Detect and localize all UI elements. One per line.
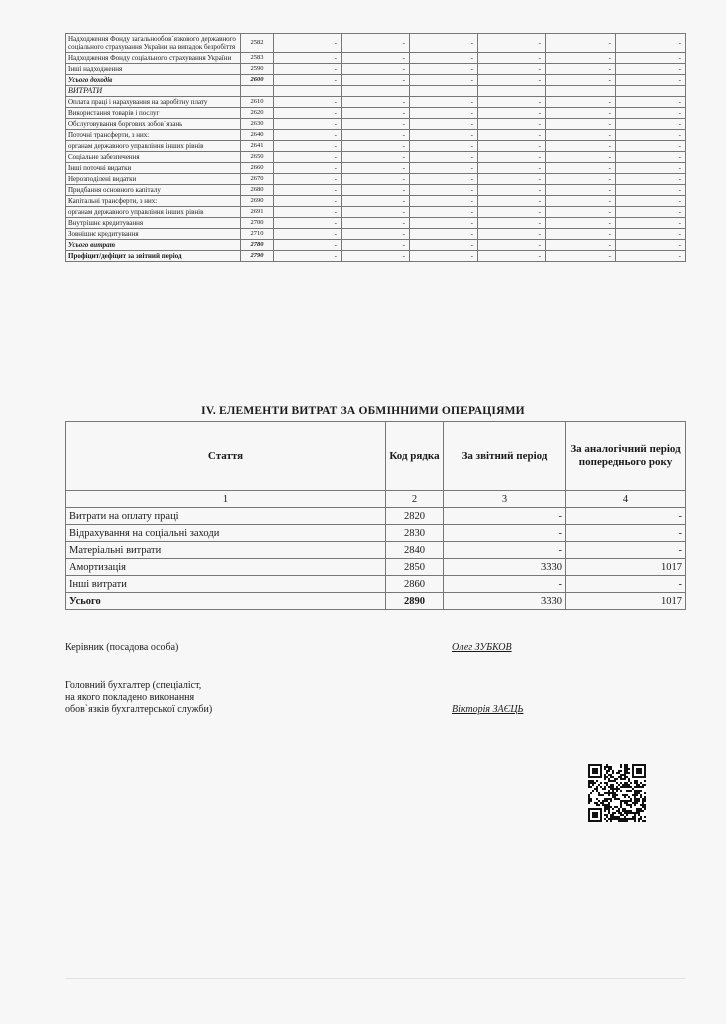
row-label: Витрати на оплату праці bbox=[66, 508, 386, 525]
row-value: - bbox=[342, 53, 410, 64]
row-code: 2691 bbox=[241, 207, 274, 218]
previous-value: 1017 bbox=[566, 593, 686, 610]
table-row bbox=[66, 34, 686, 53]
row-value: - bbox=[274, 174, 342, 185]
row-value: - bbox=[274, 251, 342, 262]
row-label: Нерозподілені видатки bbox=[66, 174, 241, 185]
row-value: - bbox=[616, 196, 686, 207]
row-value: - bbox=[616, 174, 686, 185]
row-code: 2610 bbox=[241, 97, 274, 108]
row-value bbox=[546, 86, 616, 97]
row-value: - bbox=[410, 152, 478, 163]
table-row bbox=[66, 229, 686, 240]
column-number: 1 bbox=[66, 491, 386, 508]
current-value: - bbox=[444, 508, 566, 525]
row-value: - bbox=[342, 207, 410, 218]
row-value: - bbox=[546, 207, 616, 218]
row-value: - bbox=[410, 97, 478, 108]
row-value: - bbox=[546, 34, 616, 53]
row-value: - bbox=[616, 240, 686, 251]
row-label: Інші поточні видатки bbox=[66, 163, 241, 174]
row-value: - bbox=[478, 218, 546, 229]
row-value: - bbox=[274, 229, 342, 240]
row-value bbox=[616, 86, 686, 97]
row-label: ВИТРАТИ bbox=[66, 86, 241, 97]
row-value: - bbox=[616, 152, 686, 163]
table-row bbox=[66, 508, 686, 525]
row-value: - bbox=[478, 108, 546, 119]
row-value: - bbox=[342, 64, 410, 75]
row-label: Усього bbox=[66, 593, 386, 610]
table-row bbox=[66, 53, 686, 64]
accountant-label-line: на якого покладено виконання bbox=[65, 692, 195, 703]
row-label: Поточні трансферти, з них: bbox=[66, 130, 241, 141]
row-value: - bbox=[342, 75, 410, 86]
row-value: - bbox=[342, 97, 410, 108]
expense-elements-table bbox=[65, 421, 686, 610]
row-value: - bbox=[342, 130, 410, 141]
row-value: - bbox=[616, 251, 686, 262]
row-value: - bbox=[616, 64, 686, 75]
row-value bbox=[478, 86, 546, 97]
accountant-name: Вікторія ЗАЄЦЬ bbox=[452, 704, 524, 715]
row-value: - bbox=[478, 64, 546, 75]
row-label: Надходження Фонду соціального страхування України bbox=[66, 53, 241, 64]
row-value: - bbox=[478, 163, 546, 174]
row-label: Амортизація bbox=[66, 559, 386, 576]
row-code: 2650 bbox=[241, 152, 274, 163]
row-label: органам державного управління інших рівнів bbox=[66, 207, 241, 218]
row-label: Усього витрат bbox=[66, 240, 241, 251]
row-value: - bbox=[274, 34, 342, 53]
row-value: - bbox=[274, 240, 342, 251]
row-label: органам державного управління інших рівнів bbox=[66, 141, 241, 152]
row-code: 2680 bbox=[241, 185, 274, 196]
current-value: 3330 bbox=[444, 559, 566, 576]
row-label: Зовнішнє кредитування bbox=[66, 229, 241, 240]
row-value: - bbox=[274, 185, 342, 196]
row-label: Обслуговування боргових зобов`язань bbox=[66, 119, 241, 130]
table-row bbox=[66, 75, 686, 86]
row-value: - bbox=[478, 119, 546, 130]
row-value: - bbox=[478, 34, 546, 53]
row-value: - bbox=[478, 152, 546, 163]
row-value: - bbox=[546, 152, 616, 163]
row-code: 2840 bbox=[386, 542, 444, 559]
row-value: - bbox=[410, 251, 478, 262]
row-value: - bbox=[478, 141, 546, 152]
head-label: Керівник (посадова особа) bbox=[65, 642, 179, 653]
row-label: Профіцит/дефіцит за звітний період bbox=[66, 251, 241, 262]
row-value: - bbox=[274, 53, 342, 64]
row-value: - bbox=[546, 119, 616, 130]
table-row bbox=[66, 196, 686, 207]
accountant-label-line: обов`язків бухгалтерської служби) bbox=[65, 704, 213, 715]
table-row bbox=[66, 525, 686, 542]
row-code: 2690 bbox=[241, 196, 274, 207]
row-value: - bbox=[410, 75, 478, 86]
row-code: 2850 bbox=[386, 559, 444, 576]
row-value: - bbox=[546, 251, 616, 262]
row-label: Капітальні трансферти, з них: bbox=[66, 196, 241, 207]
row-value: - bbox=[478, 185, 546, 196]
row-value: - bbox=[478, 229, 546, 240]
total-row bbox=[66, 593, 686, 610]
row-value: - bbox=[478, 196, 546, 207]
row-value: - bbox=[410, 196, 478, 207]
row-value: - bbox=[616, 119, 686, 130]
row-code: 2583 bbox=[241, 53, 274, 64]
row-value: - bbox=[410, 240, 478, 251]
column-number-row bbox=[66, 491, 686, 508]
row-value: - bbox=[342, 163, 410, 174]
row-value: - bbox=[342, 174, 410, 185]
row-value: - bbox=[616, 207, 686, 218]
previous-value: 1017 bbox=[566, 559, 686, 576]
row-value bbox=[410, 86, 478, 97]
row-value: - bbox=[546, 141, 616, 152]
row-value: - bbox=[410, 130, 478, 141]
row-value: - bbox=[410, 141, 478, 152]
row-value: - bbox=[274, 218, 342, 229]
row-code: 2641 bbox=[241, 141, 274, 152]
row-value: - bbox=[274, 108, 342, 119]
table-row bbox=[66, 240, 686, 251]
row-value: - bbox=[616, 75, 686, 86]
accountant-label-line: Головний бухгалтер (спеціаліст, bbox=[65, 680, 202, 691]
row-value: - bbox=[342, 218, 410, 229]
footer-divider bbox=[65, 978, 685, 979]
row-value: - bbox=[342, 119, 410, 130]
row-code: 2640 bbox=[241, 130, 274, 141]
row-value: - bbox=[410, 34, 478, 53]
row-value: - bbox=[478, 75, 546, 86]
row-value: - bbox=[616, 163, 686, 174]
table-row bbox=[66, 108, 686, 119]
table-row bbox=[66, 559, 686, 576]
row-code: 2890 bbox=[386, 593, 444, 610]
row-value: - bbox=[410, 174, 478, 185]
row-code: 2630 bbox=[241, 119, 274, 130]
row-code: 2600 bbox=[241, 75, 274, 86]
table-row bbox=[66, 141, 686, 152]
row-value: - bbox=[546, 240, 616, 251]
row-value: - bbox=[616, 130, 686, 141]
row-value: - bbox=[546, 229, 616, 240]
table-row bbox=[66, 97, 686, 108]
row-value: - bbox=[410, 218, 478, 229]
accountant-label bbox=[65, 680, 212, 716]
row-code: 2860 bbox=[386, 576, 444, 593]
row-value: - bbox=[274, 141, 342, 152]
row-value: - bbox=[546, 174, 616, 185]
table-row bbox=[66, 163, 686, 174]
row-value: - bbox=[410, 53, 478, 64]
row-value: - bbox=[546, 196, 616, 207]
header-current: За звітний період bbox=[444, 422, 566, 491]
section-title: IV. ЕЛЕМЕНТИ ВИТРАТ ЗА ОБМІННИМИ ОПЕРАЦІЯМИ bbox=[201, 405, 525, 417]
table-row bbox=[66, 130, 686, 141]
row-value: - bbox=[616, 141, 686, 152]
row-code: 2660 bbox=[241, 163, 274, 174]
row-value: - bbox=[478, 97, 546, 108]
row-value: - bbox=[274, 97, 342, 108]
previous-value: - bbox=[566, 542, 686, 559]
column-number: 3 bbox=[444, 491, 566, 508]
row-value: - bbox=[274, 130, 342, 141]
header-code: Код рядка bbox=[386, 422, 444, 491]
header-previous: За аналогічний період попереднього року bbox=[566, 422, 686, 491]
row-value: - bbox=[342, 141, 410, 152]
row-value: - bbox=[342, 240, 410, 251]
table-row bbox=[66, 185, 686, 196]
row-value: - bbox=[410, 119, 478, 130]
row-value: - bbox=[342, 251, 410, 262]
column-number: 2 bbox=[386, 491, 444, 508]
table-row bbox=[66, 174, 686, 185]
row-value: - bbox=[274, 64, 342, 75]
table-row bbox=[66, 64, 686, 75]
head-name: Олег ЗУБКОВ bbox=[452, 642, 512, 653]
row-value: - bbox=[410, 163, 478, 174]
row-value: - bbox=[274, 152, 342, 163]
table-row bbox=[66, 119, 686, 130]
table-row bbox=[66, 152, 686, 163]
row-code: 2790 bbox=[241, 251, 274, 262]
row-label: Соціальне забезпечення bbox=[66, 152, 241, 163]
header-article: Стаття bbox=[66, 422, 386, 491]
row-value: - bbox=[546, 218, 616, 229]
row-label: Відрахування на соціальні заходи bbox=[66, 525, 386, 542]
row-value: - bbox=[616, 218, 686, 229]
row-label: Придбання основного капіталу bbox=[66, 185, 241, 196]
table-row bbox=[66, 218, 686, 229]
income-expense-table bbox=[65, 33, 686, 262]
row-code: 2710 bbox=[241, 229, 274, 240]
row-code: 2830 bbox=[386, 525, 444, 542]
current-value: 3330 bbox=[444, 593, 566, 610]
row-value: - bbox=[616, 34, 686, 53]
row-label: Інші витрати bbox=[66, 576, 386, 593]
row-value: - bbox=[274, 163, 342, 174]
row-value: - bbox=[546, 108, 616, 119]
table-row bbox=[66, 86, 686, 97]
table-row bbox=[66, 542, 686, 559]
table-row bbox=[66, 251, 686, 262]
row-code: 2590 bbox=[241, 64, 274, 75]
row-code: 2620 bbox=[241, 108, 274, 119]
row-value: - bbox=[478, 240, 546, 251]
row-label: Інші надходження bbox=[66, 64, 241, 75]
row-value: - bbox=[546, 64, 616, 75]
row-value: - bbox=[274, 196, 342, 207]
row-code: 2582 bbox=[241, 34, 274, 53]
row-value bbox=[342, 86, 410, 97]
row-value: - bbox=[478, 174, 546, 185]
row-value: - bbox=[546, 163, 616, 174]
row-value: - bbox=[546, 97, 616, 108]
row-label: Внутрішнє кредитування bbox=[66, 218, 241, 229]
current-value: - bbox=[444, 542, 566, 559]
row-value: - bbox=[616, 185, 686, 196]
previous-value: - bbox=[566, 508, 686, 525]
row-value: - bbox=[410, 207, 478, 218]
row-label: Усього доходів bbox=[66, 75, 241, 86]
row-code: 2670 bbox=[241, 174, 274, 185]
row-value: - bbox=[274, 207, 342, 218]
row-value: - bbox=[546, 130, 616, 141]
qr-code-icon bbox=[588, 764, 646, 822]
row-value: - bbox=[546, 53, 616, 64]
row-value: - bbox=[342, 34, 410, 53]
previous-value: - bbox=[566, 525, 686, 542]
row-value: - bbox=[546, 185, 616, 196]
row-value: - bbox=[478, 130, 546, 141]
row-label: Використання товарів і послуг bbox=[66, 108, 241, 119]
table-row bbox=[66, 207, 686, 218]
row-code: 2780 bbox=[241, 240, 274, 251]
row-value: - bbox=[342, 152, 410, 163]
row-value: - bbox=[342, 196, 410, 207]
row-value: - bbox=[616, 108, 686, 119]
row-value: - bbox=[410, 229, 478, 240]
column-number: 4 bbox=[566, 491, 686, 508]
row-value: - bbox=[274, 75, 342, 86]
row-value: - bbox=[410, 64, 478, 75]
row-label: Матеріальні витрати bbox=[66, 542, 386, 559]
row-label: Надходження Фонду загальнообов`язкового державного соціального страхування України на випадок безробіття bbox=[66, 34, 241, 53]
row-code: 2700 bbox=[241, 218, 274, 229]
row-value: - bbox=[616, 229, 686, 240]
row-value: - bbox=[616, 53, 686, 64]
row-value bbox=[274, 86, 342, 97]
current-value: - bbox=[444, 525, 566, 542]
table-row bbox=[66, 576, 686, 593]
current-value: - bbox=[444, 576, 566, 593]
row-value: - bbox=[342, 108, 410, 119]
row-value: - bbox=[342, 185, 410, 196]
row-value: - bbox=[546, 75, 616, 86]
row-value: - bbox=[274, 119, 342, 130]
row-value: - bbox=[410, 185, 478, 196]
previous-value: - bbox=[566, 576, 686, 593]
row-value: - bbox=[410, 108, 478, 119]
row-value: - bbox=[478, 207, 546, 218]
row-code bbox=[241, 86, 274, 97]
row-code: 2820 bbox=[386, 508, 444, 525]
row-label: Оплата праці і нарахування на заробітну плату bbox=[66, 97, 241, 108]
row-value: - bbox=[342, 229, 410, 240]
row-value: - bbox=[478, 251, 546, 262]
row-value: - bbox=[478, 53, 546, 64]
row-value: - bbox=[616, 97, 686, 108]
